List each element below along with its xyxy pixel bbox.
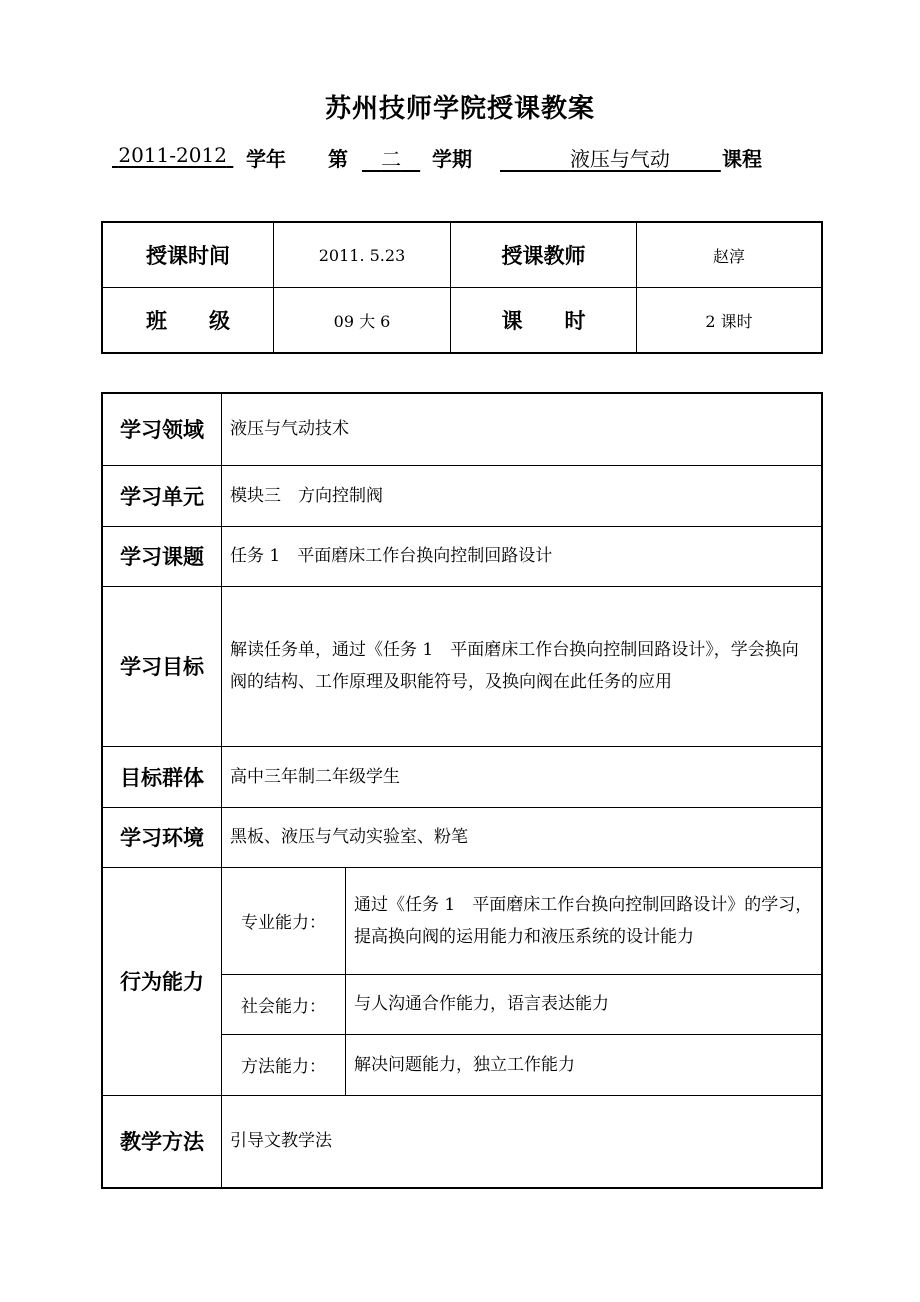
course-header-line [0, 143, 920, 173]
teacher-value: 赵淳 [637, 222, 823, 288]
teaching-method-value: 引导文教学法 [222, 1095, 823, 1188]
class-label: 班 级 [102, 288, 274, 354]
topic-value: 任务 1 平面磨床工作台换向控制回路设计 [222, 526, 823, 586]
field-label: 学习领域 [102, 393, 222, 465]
course-word: 课程 [722, 147, 762, 171]
lesson-plan-table [101, 392, 823, 1189]
document-title: 苏州技师学院授课教案 [324, 94, 595, 124]
method-ability-value: 解决问题能力，独立工作能力 [346, 1034, 823, 1095]
school-year: 2011-2012 [118, 143, 227, 167]
term-number: 二 [381, 147, 402, 171]
class-value: 09 大 6 [274, 288, 451, 354]
school-year-word: 学年 [246, 147, 286, 171]
teacher-label: 授课教师 [451, 222, 637, 288]
di-word: 第 [328, 147, 348, 171]
hours-value: 2 课时 [637, 288, 823, 354]
time-value: 2011. 5.23 [274, 222, 451, 288]
social-ability-label: 社会能力： [222, 974, 346, 1034]
term-word: 学期 [432, 147, 472, 171]
teaching-method-label: 教学方法 [102, 1095, 222, 1188]
unit-value: 模块三 方向控制阀 [222, 465, 823, 526]
time-label: 授课时间 [102, 222, 274, 288]
group-label: 目标群体 [102, 746, 222, 807]
course-name: 液压与气动 [569, 147, 670, 171]
professional-ability-value: 通过《任务 1 平面磨床工作台换向控制回路设计》的学习，提高换向阀的运用能力和液压系统的设计能力 [346, 867, 823, 974]
method-ability-label: 方法能力： [222, 1034, 346, 1095]
unit-label: 学习单元 [102, 465, 222, 526]
goal-label: 学习目标 [102, 586, 222, 746]
ability-label: 行为能力 [102, 867, 222, 1095]
topic-label: 学习课题 [102, 526, 222, 586]
environment-value: 黑板、液压与气动实验室、粉笔 [222, 807, 823, 867]
goal-value: 解读任务单，通过《任务 1 平面磨床工作台换向控制回路设计》，学会换向阀的结构、工作原理及职能符号，及换向阀在此任务的应用 [222, 586, 823, 746]
group-value: 高中三年制二年级学生 [222, 746, 823, 807]
lesson-info-table [101, 221, 823, 354]
professional-ability-label: 专业能力： [222, 867, 346, 974]
hours-label: 课 时 [451, 288, 637, 354]
environment-label: 学习环境 [102, 807, 222, 867]
social-ability-value: 与人沟通合作能力，语言表达能力 [346, 974, 823, 1034]
field-value: 液压与气动技术 [222, 393, 823, 465]
